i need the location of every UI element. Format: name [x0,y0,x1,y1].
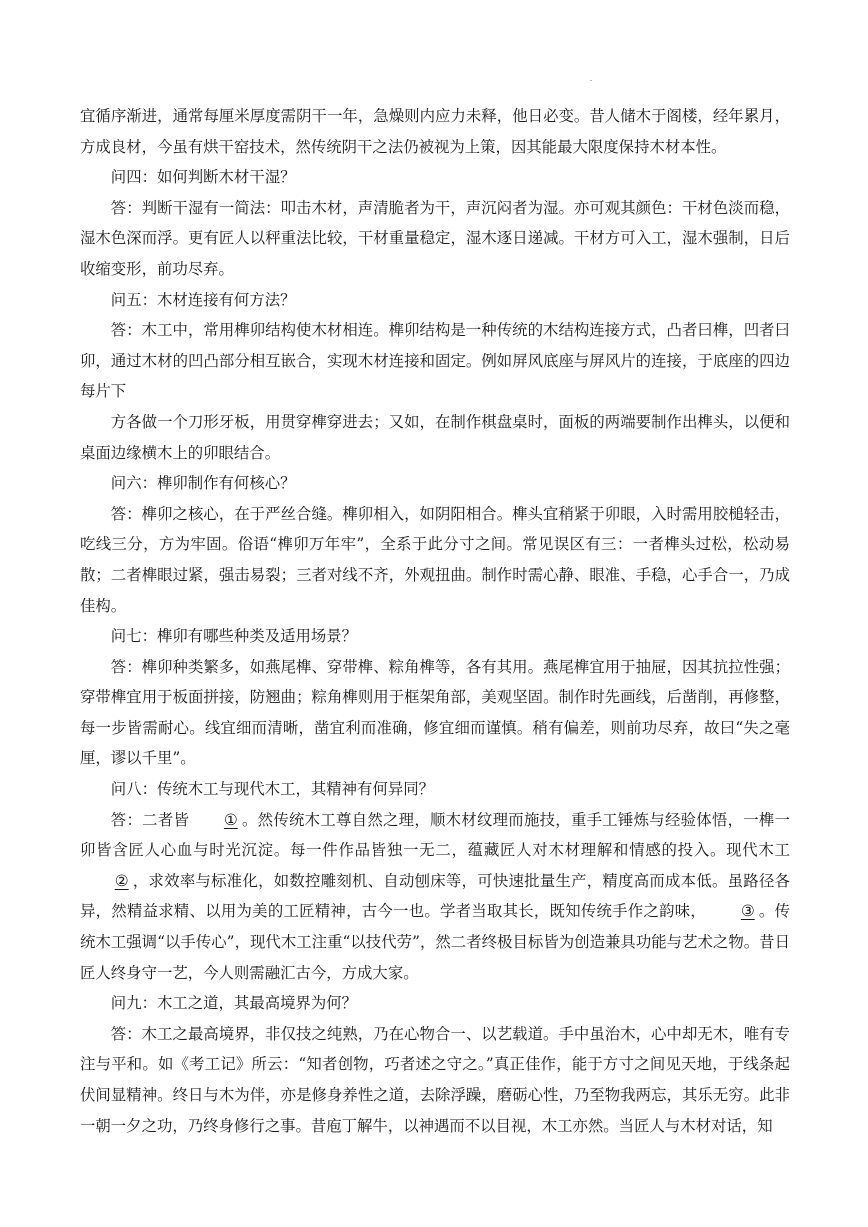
question-heading: 问九：木工之道，其最高境界为何？ [110,994,358,1013]
question-heading: 问五：木材连接有何方法？ [110,290,296,309]
answer-paragraph: 宜循序渐进，通常每厘米厚度需阴干一年，急燥则内应力未释，他日必变。昔人储木于阁楼，经年累月，方成良材，今虽有烘干窑技术，然传统阴干之法仍被视为上策，因其能最大限度保持木材本性。 [80,107,790,156]
answer-paragraph: 答：木工中，常用榫卯结构使木材相连。榫卯结构是一种传统的木结构连接方式，凸者曰榫，凹者曰卯，通过木材的凹凸部分相互嵌合，实现木材连接和固定。例如屏风底座与屏风片的连接，于底座的四边每片下 [80,321,790,401]
fill-blank-3: ③ [740,902,755,921]
question-heading: 问六：榫卯制作有何核心？ [110,474,296,493]
answer-paragraph: 答：二者皆 ① 。然传统木工尊自然之理，顺木材纹理而施技，重手工锤炼与经验体悟，一榫一卯皆含匠人心血与时光沉淀。每一件作品皆独一无二，蕴藏匠人对木材理解和情感的投入。现代木工② ，求效率与标准化，如数控雕刻机、自动刨床等，可快速批量生产，精度高而成本低。虽路径各异，然精益求精、以用为美的工匠精神，古今一也。学者当取其长，既知传统手作之韵味， ③ 。传统木工强调“以手传心”，现代木工注重“以技代劳”，然二者终极目标皆为创造兼具功能与艺术之物。昔日匠人终身守一艺，今人则需融汇古今，方成大家。 [80,805,790,989]
answer-paragraph: 答：榫卯种类繁多，如燕尾榫、穿带榫、粽角榫等，各有其用。燕尾榫宜用于抽屉，因其抗拉性强；穿带榫宜用于板面拼接，防翘曲；粽角榫则用于框架角部，美观坚固。制作时先画线，后凿削，再修整，每一步皆需耐心。线宜细而清晰，凿宜利而准确，修宜细而谨慎。稍有偏差，则前功尽弃，故曰“失之毫厘，谬以千里”。 [80,657,790,768]
answer-paragraph: 答：榫卯之核心，在于严丝合缝。榫卯相入，如阴阳相合。榫头宜稍紧于卯眼，入时需用胶槌轻击，吃线三分，方为牢固。俗语“榫卯万年牢”，全系于此分寸之间。常见误区有三：一者榫头过松，松动易散；二者榫眼过紧，强击易裂；三者对线不齐，外观扭曲。制作时需心静、眼准、手稳，心手合一，乃成佳构。 [80,504,790,615]
fill-blank-1: ① [223,810,238,829]
document-body [80,101,790,1141]
question-heading: 问八：传统木工与现代木工，其精神有何异同？ [110,780,435,799]
answer-paragraph: 答：木工之最高境界，非仅技之纯熟，乃在心物合一、以艺载道。手中虽治木，心中却无木，唯有专注与平和。如《考工记》所云：“知者创物，巧者述之守之。”真正佳作，能于方寸之间见天地，于线条起伏间显精神。终日与木为伴，亦是修身养性之道，去除浮躁，磨砺心性，乃至物我两忘，其乐无穷。此非一朝一夕之功，乃终身修行之事。昔庖丁解牛，以神遇而不以目视，木工亦然。当匠人与木材对话，知 [80,1024,790,1135]
question-heading: 问四：如何判断木材干湿？ [110,168,296,187]
question-heading: 问七：榫卯有哪些种类及适用场景？ [110,627,358,646]
answer-paragraph: 方各做一个刀形牙板，用贯穿榫穿进去；又如，在制作棋盘桌时，面板的两端要制作出榫头，以便和桌面边缘横木上的卯眼结合。 [80,412,790,462]
answer-paragraph: 答：判断干湿有一简法：叩击木材，声清脆者为干，声沉闷者为湿。亦可观其颜色：干材色淡而稳，湿木色深而浮。更有匠人以秤重法比较，干材重量稳定，湿木逐日递减。干材方可入工，湿木强制，日后收缩变形，前功尽弃。 [80,198,790,278]
fill-blank-2: ② [114,871,129,890]
scan-mark [590,80,592,81]
